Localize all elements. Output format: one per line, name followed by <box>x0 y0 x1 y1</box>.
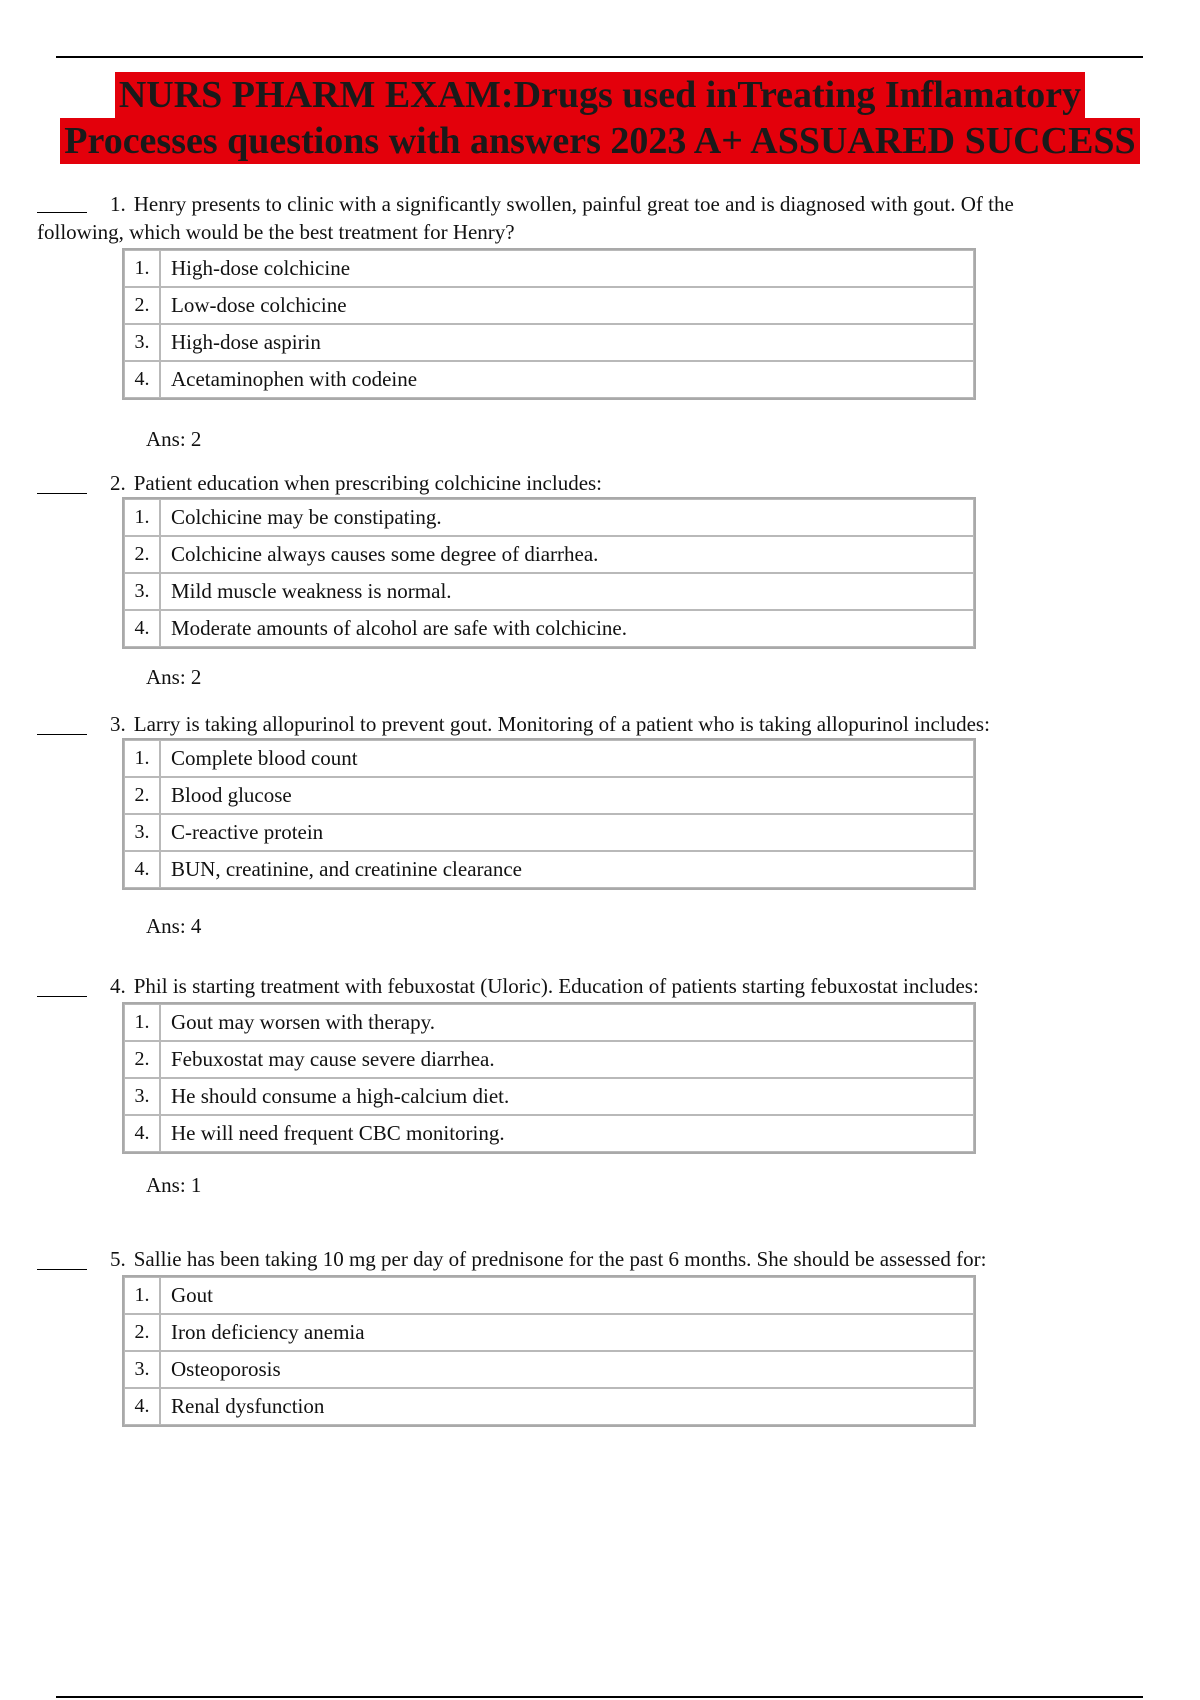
choice-text: Gout may worsen with therapy. <box>160 1004 974 1041</box>
choice-text: Complete blood count <box>160 740 974 777</box>
title-line-1: NURS PHARM EXAM:Drugs used inTreating Inflamatory <box>115 72 1085 118</box>
choice-number: 4. <box>124 851 160 888</box>
answer-label: Ans: 4 <box>146 914 202 938</box>
question-stem <box>110 710 990 738</box>
choice-row[interactable] <box>124 499 974 536</box>
choice-text: Iron deficiency anemia <box>160 1314 974 1351</box>
choice-text: Febuxostat may cause severe diarrhea. <box>160 1041 974 1078</box>
choice-number: 3. <box>124 324 160 361</box>
choice-row[interactable] <box>124 740 974 777</box>
answer-blank[interactable] <box>37 996 87 997</box>
answer-label: Ans: 2 <box>146 427 202 451</box>
choice-text: C-reactive protein <box>160 814 974 851</box>
choice-row[interactable] <box>124 610 974 647</box>
choice-row[interactable] <box>124 361 974 398</box>
choice-row[interactable] <box>124 1277 974 1314</box>
choice-number: 4. <box>124 361 160 398</box>
answer-blank[interactable] <box>37 493 87 494</box>
answer-blank[interactable] <box>37 1269 87 1270</box>
choice-number: 2. <box>124 777 160 814</box>
choice-table <box>122 248 976 400</box>
choice-row[interactable] <box>124 250 974 287</box>
answer-label: Ans: 2 <box>146 665 202 689</box>
question-stem <box>110 1245 986 1273</box>
choice-number: 1. <box>124 740 160 777</box>
choice-number: 1. <box>124 1004 160 1041</box>
bottom-rule <box>56 1696 1143 1698</box>
choice-text: Renal dysfunction <box>160 1388 974 1425</box>
choice-text: He should consume a high-calcium diet. <box>160 1078 974 1115</box>
choice-text: Colchicine may be constipating. <box>160 499 974 536</box>
choice-text: Colchicine always causes some degree of diarrhea. <box>160 536 974 573</box>
choice-number: 1. <box>124 250 160 287</box>
choice-text: BUN, creatinine, and creatinine clearance <box>160 851 974 888</box>
choice-number: 3. <box>124 573 160 610</box>
choice-table <box>122 497 976 649</box>
question-number: 2. <box>110 471 126 495</box>
choice-row[interactable] <box>124 324 974 361</box>
choice-number: 3. <box>124 1351 160 1388</box>
choice-row[interactable] <box>124 1078 974 1115</box>
choice-text: Moderate amounts of alcohol are safe with colchicine. <box>160 610 974 647</box>
document-title <box>0 72 1200 164</box>
choice-number: 2. <box>124 536 160 573</box>
question-number: 5. <box>110 1247 126 1271</box>
choice-number: 2. <box>124 287 160 324</box>
choice-text: He will need frequent CBC monitoring. <box>160 1115 974 1152</box>
question-stem <box>110 190 1014 218</box>
choice-row[interactable] <box>124 814 974 851</box>
choice-number: 1. <box>124 499 160 536</box>
choice-row[interactable] <box>124 1351 974 1388</box>
question-stem <box>110 972 979 1000</box>
question-number: 4. <box>110 974 126 998</box>
question-text-line-1: Henry presents to clinic with a significantly swollen, painful great toe and is diagnosed with gout. Of the <box>133 192 1014 216</box>
answer-blank[interactable] <box>37 212 87 213</box>
question-text-line-1: Sallie has been taking 10 mg per day of prednisone for the past 6 months. She should be assessed for: <box>133 1247 987 1271</box>
choice-number: 1. <box>124 1277 160 1314</box>
choice-number: 2. <box>124 1041 160 1078</box>
question-text-line-1: Larry is taking allopurinol to prevent gout. Monitoring of a patient who is taking allopurinol includes: <box>133 712 990 736</box>
choice-row[interactable] <box>124 536 974 573</box>
question-number: 1. <box>110 192 126 216</box>
choice-text: Acetaminophen with codeine <box>160 361 974 398</box>
choice-number: 2. <box>124 1314 160 1351</box>
question-text-line-2: following, which would be the best treatment for Henry? <box>37 220 515 244</box>
top-rule <box>56 56 1143 58</box>
choice-text: Osteoporosis <box>160 1351 974 1388</box>
choice-text: Blood glucose <box>160 777 974 814</box>
choice-row[interactable] <box>124 1314 974 1351</box>
choice-number: 3. <box>124 1078 160 1115</box>
question-text-line-1: Patient education when prescribing colchicine includes: <box>133 471 603 495</box>
choice-row[interactable] <box>124 1041 974 1078</box>
choice-table <box>122 1002 976 1154</box>
choice-row[interactable] <box>124 287 974 324</box>
choice-row[interactable] <box>124 1115 974 1152</box>
choice-row[interactable] <box>124 777 974 814</box>
answer-blank[interactable] <box>37 734 87 735</box>
question-number: 3. <box>110 712 126 736</box>
choice-number: 4. <box>124 1388 160 1425</box>
choice-text: Mild muscle weakness is normal. <box>160 573 974 610</box>
choice-text: Low-dose colchicine <box>160 287 974 324</box>
choice-row[interactable] <box>124 851 974 888</box>
choice-text: High-dose colchicine <box>160 250 974 287</box>
choice-text: Gout <box>160 1277 974 1314</box>
choice-table <box>122 738 976 890</box>
title-line-2: Processes questions with answers 2023 A+ ASSUARED SUCCESS <box>60 118 1139 164</box>
choice-number: 4. <box>124 1115 160 1152</box>
choice-table <box>122 1275 976 1427</box>
choice-number: 4. <box>124 610 160 647</box>
choice-number: 3. <box>124 814 160 851</box>
answer-label: Ans: 1 <box>146 1173 202 1197</box>
choice-row[interactable] <box>124 573 974 610</box>
question-text-line-1: Phil is starting treatment with febuxostat (Uloric). Education of patients starting febuxostat includes: <box>133 974 979 998</box>
choice-row[interactable] <box>124 1004 974 1041</box>
choice-row[interactable] <box>124 1388 974 1425</box>
question-stem <box>110 469 602 497</box>
choice-text: High-dose aspirin <box>160 324 974 361</box>
